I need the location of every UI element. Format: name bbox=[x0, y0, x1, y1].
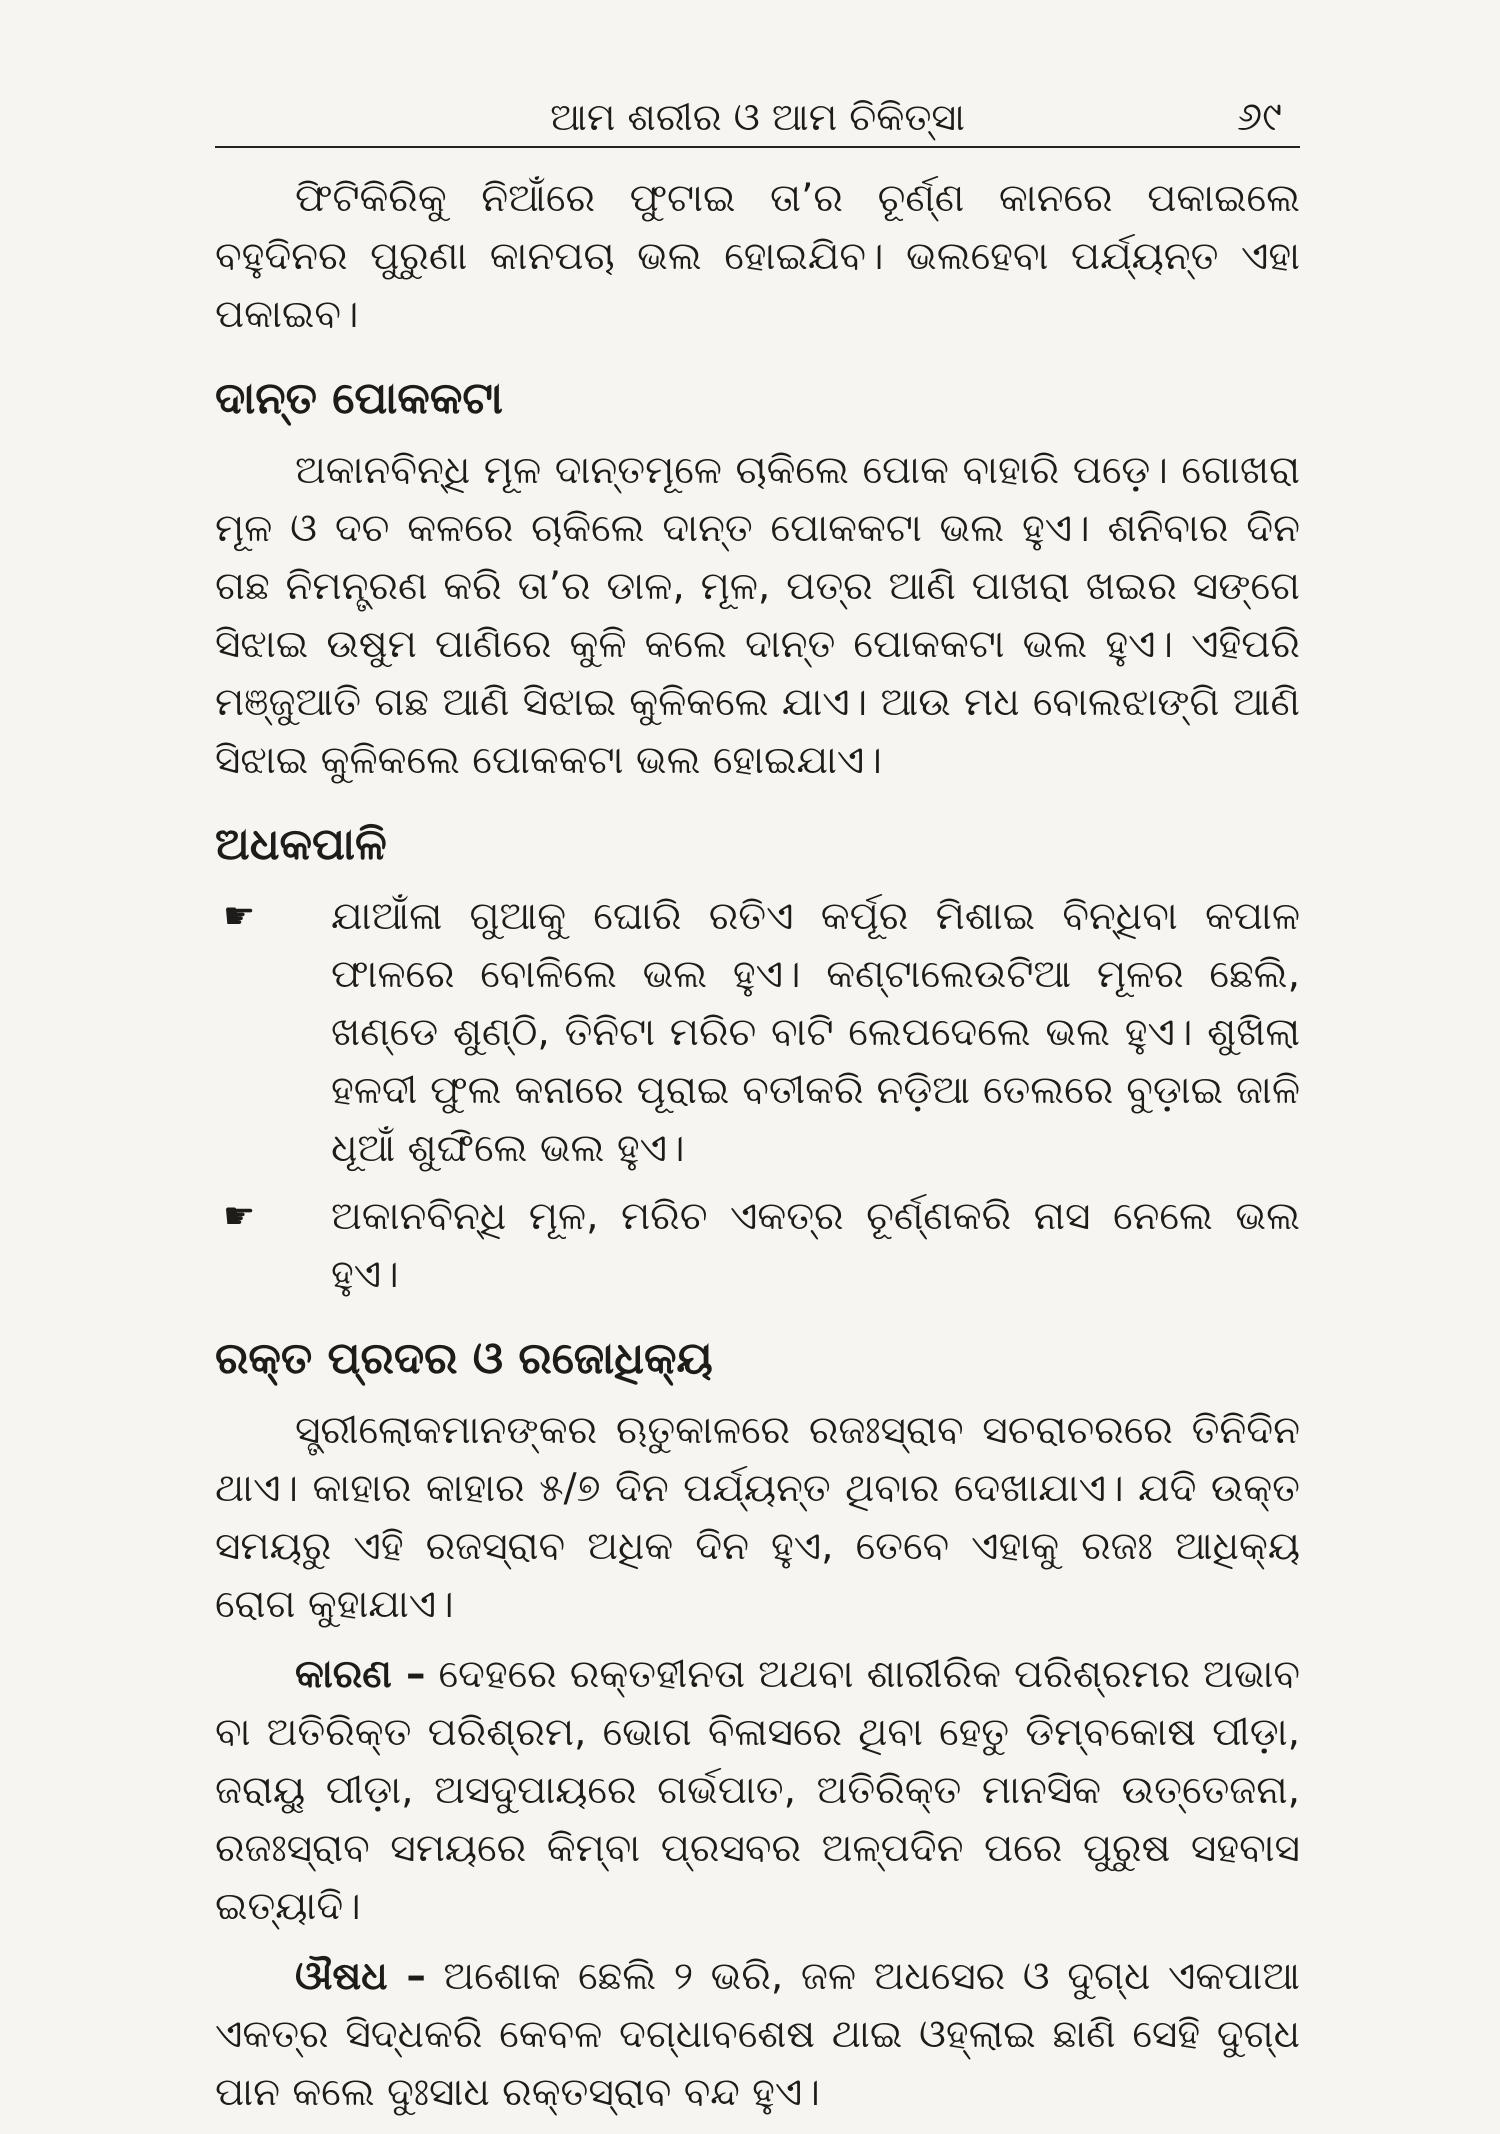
page-body bbox=[215, 170, 1300, 2134]
page-number: ୬୯ bbox=[1237, 94, 1282, 140]
medicine-label: ଔଷଧ – bbox=[295, 1954, 426, 1999]
list-item bbox=[215, 888, 1300, 1178]
medicine-text: ଅଶୋକ ଛେଲି ୨ ଭରି, ଜଳ ଅଧସେର ଓ ଦୁଗ୍ଧ ଏକପାଆ ଏକତ୍ର ସିଦ୍ଧକରି କେବଳ ଦଗ୍ଧାବଶେଷ ଥାଇ ଓହ୍ଲାଇ ଛାଣି ସେହି ଦୁଗ୍ଧ ପାନ କଲେ ଦୁଃସାଧ ରକ୍ତସ୍ରାବ ବନ୍ଦ ହୁଏ। bbox=[215, 1954, 1300, 2115]
medicine-paragraph bbox=[215, 1948, 1300, 2122]
section-heading-migraine: ଅଧକପାଳି bbox=[215, 819, 387, 870]
intro-paragraph: ଫିଟିକିରିକୁ ନିଆଁରେ ଫୁଟାଇ ତା’ର ଚୂର୍ଣ୍ଣ କାନରେ ପକାଇଲେ ବହୁଦିନର ପୁରୁଣା କାନପଚା ଭଲ ହୋଇଯିବ। ଭଲହେବା ପର୍ଯ୍ୟନ୍ତ ଏହା ପକାଇବ। bbox=[215, 176, 1300, 337]
bullet-text: ଅକାନବିନ୍ଧି ମୂଳ, ମରିଚ ଏକତ୍ର ଚୂର୍ଣ୍ଣକରି ନାସ ନେଲେ ଭଲ ହୁଏ। bbox=[331, 1194, 1300, 1297]
list-item bbox=[215, 1188, 1300, 1304]
section-heading-tooth-decay: ଦାନ୍ତ ପୋକକଟା bbox=[215, 373, 503, 424]
running-title: ଆମ ଶରୀର ଓ ଆମ ଚିକିତ୍ସା bbox=[550, 95, 965, 139]
cause-text: ଦେହରେ ରକ୍ତହୀନତା ଅଥବା ଶାରୀରିକ ପରିଶ୍ରମର ଅଭାବ ବା ଅତିରିକ୍ତ ପରିଶ୍ରମ, ଭୋଗ ବିଳାସରେ ଥିବା ହେତୁ ଡିମ୍ବକୋଷ ପୀଡ଼ା, ଜରାୟୁ ପୀଡ଼ା, ଅସଦୁପାୟରେ ଗର୍ଭପାତ, ଅତିରିକ୍ତ ମାନସିକ ଉତ୍ତେଜନା, ରଜଃସ୍ରାବ ସମୟରେ କିମ୍ବା ପ୍ରସବର ଅଳ୍ପଦିନ ପରେ ପୁରୁଷ ସହବାସ ଇତ୍ୟାଦି। bbox=[215, 1652, 1300, 1929]
header-rule bbox=[215, 146, 1300, 148]
cause-label: କାରଣ – bbox=[295, 1652, 426, 1697]
cause-paragraph bbox=[215, 1646, 1300, 1936]
pointing-hand-icon: ☛ bbox=[223, 1196, 256, 1237]
section-heading-menorrhagia: ରକ୍ତ ପ୍ରଦର ଓ ରଜୋଧିକ୍ୟ bbox=[215, 1333, 713, 1384]
menorrhagia-paragraph: ସ୍ତ୍ରୀଲୋକମାନଙ୍କର ଋତୁକାଳରେ ରଜଃସ୍ରାବ ସଚରାଚରରେ ତିନିଦିନ ଥାଏ। କାହାର କାହାର ୫/୭ ଦିନ ପର୍ଯ୍ୟନ୍ତ ଥିବାର ଦେଖାଯାଏ। ଯଦି ଉକ୍ତ ସମୟରୁ ଏହି ରଜସ୍ରାବ ଅଧିକ ଦିନ ହୁଏ, ତେବେ ଏହାକୁ ରଜଃ ଆଧିକ୍ୟ ରୋଗ କୁହାଯାଏ। bbox=[215, 1408, 1300, 1627]
tooth-decay-paragraph: ଅକାନବିନ୍ଧି ମୂଳ ଦାନ୍ତମୂଳେ ଚାକିଲେ ପୋକ ବାହାରି ପଡ଼େ। ଗୋଖରା ମୂଳ ଓ ଦଚ କଳରେ ଚାକିଲେ ଦାନ୍ତ ପୋକକଟା ଭଲ ହୁଏ। ଶନିବାର ଦିନ ଗଛ ନିମନ୍ତ୍ରଣ କରି ତା’ର ଡାଳ, ମୂଳ, ପତ୍ର ଆଣି ପାଖରା ଖଇର ସଙ୍ଗେ ସିଝାଇ ଉଷୁମ ପାଣିରେ କୁଳି କଲେ ଦାନ୍ତ ପୋକକଟା ଭଲ ହୁଏ। ଏହିପରି ମଞ୍ଜୁଆତି ଗଛ ଆଣି ସିଝାଇ କୁଳିକଲେ ଯାଏ। ଆଉ ମଧ ବୋଲଝାଙ୍ଗି ଆଣି ସିଝାଇ କୁଳିକଲେ ପୋକକଟା ଭଲ ହୋଇଯାଏ। bbox=[215, 448, 1300, 783]
running-header bbox=[215, 92, 1300, 144]
bullet-text: ଯାଆଁଳା ଗୁଆକୁ ଘୋରି ରତିଏ କର୍ପୂର ମିଶାଇ ବିନ୍ଧିବା କପାଳ ଫାଳରେ ବୋଳିଲେ ଭଲ ହୁଏ। କଣ୍ଟାଲେଉଟିଆ ମୂଳର ଛେଲି, ଖଣ୍ଡେ ଶୁଣ୍ଠି, ତିନିଟା ମରିଚ ବାଟି ଲେପଦେଲେ ଭଲ ହୁଏ। ଶୁଖିଲା ହଳଦୀ ଫୁଲ କନାରେ ପୂରାଇ ବତୀକରି ନଡ଼ିଆ ତେଲରେ ବୁଡ଼ାଇ ଜାଳି ଧୂଆଁ ଶୁଙ୍ଘିଲେ ଭଲ ହୁଏ। bbox=[331, 894, 1300, 1171]
pointing-hand-icon: ☛ bbox=[223, 896, 256, 937]
